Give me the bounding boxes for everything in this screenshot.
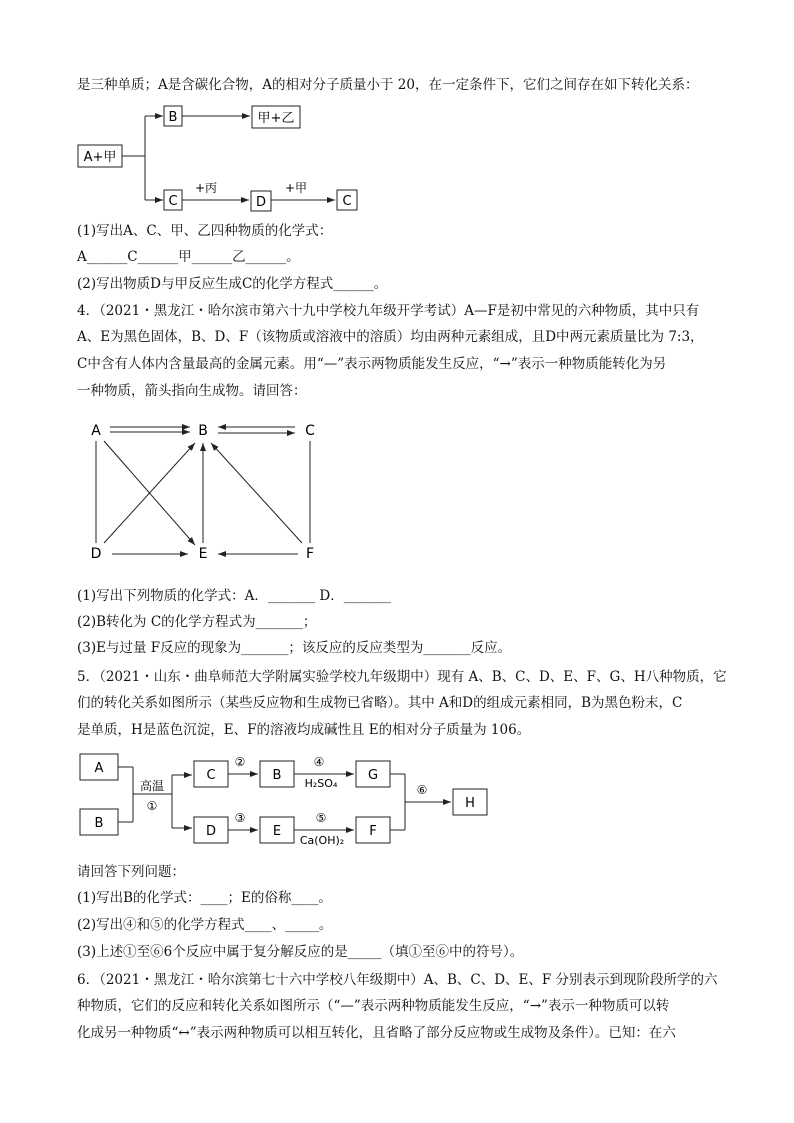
box-d-label: D <box>255 195 267 210</box>
cond-high-temp: 高温 <box>139 779 165 793</box>
box-d-label: D <box>205 824 217 839</box>
text-line: (1)写出A、C、甲、乙四种物质的化学式： <box>77 223 333 239</box>
box-b-label: B <box>168 110 178 125</box>
text-line: (2)B转化为 C的化学方程式为_______； <box>77 614 317 630</box>
node-d: D <box>90 546 102 562</box>
reagent-h2so4: H₂SO₄ <box>304 777 338 790</box>
text-line: A、E为黑色固体，B、D、F（该物质或溶液中的溶质）均由两种元素组成，且D中两元素质量比为 7:3， <box>77 329 704 345</box>
reaction-6: ⑥ <box>416 783 428 797</box>
box-g-label: G <box>367 768 379 783</box>
text-line: (3)E与过量 F反应的现象为_______；该反应的反应类型为_______反应。 <box>77 640 512 656</box>
text-line: 种物质，它们的反应和转化关系如图所示（“—”表示两种物质能发生反应，“→”表示一种物质可以转 <box>77 998 670 1014</box>
node-f: F <box>305 546 315 562</box>
label-plus-jia: +甲 <box>285 181 308 195</box>
reaction-4: ④ <box>313 755 325 769</box>
text-line: (3)上述①至⑥6个反应中属于复分解反应的是_____（填①至⑥中的符号）。 <box>77 944 524 960</box>
box-h-label: H <box>465 796 475 811</box>
node-e: E <box>198 546 208 562</box>
text-line: (1)写出B的化学式：____；E的俗称____。 <box>77 890 332 906</box>
node-b: B <box>198 423 208 439</box>
text-line: C中含有人体内含量最高的金属元素。用“—”表示两物质能发生反应，“→”表示一种物质能转化为另 <box>77 356 667 372</box>
box-c-label: C <box>206 768 216 783</box>
question-6-title: 6．（2021・黑龙江・哈尔滨第七十六中学校八年级期中）A、B、C、D、E、F 分别表示到现阶段所学的六 <box>77 972 718 988</box>
reaction-2: ② <box>234 755 246 769</box>
question-4-title: 4．（2021・黑龙江・哈尔滨市第六十九中学校九年级开学考试）A—F是初中常见的六种物质，其中只有 <box>77 303 700 319</box>
text-line: (2)写出物质D与甲反应生成C的化学方程式______。 <box>77 276 388 292</box>
text-line: (2)写出④和⑤的化学方程式____、_____。 <box>77 917 333 933</box>
text-line: 是单质，H是蓝色沉淀，E、F的溶液均成碱性且 E的相对分子质量为 106。 <box>77 722 531 738</box>
text-line: 请回答下列问题： <box>77 864 185 880</box>
reaction-5: ⑤ <box>315 811 327 825</box>
box-b-label: B <box>272 768 282 783</box>
text-line: 是三种单质；A是含碳化合物，A的相对分子质量小于 20，在一定条件下，它们之间存在如下转化关系： <box>77 77 699 93</box>
reaction-3: ③ <box>234 811 246 825</box>
reagent-caoh2: Ca(OH)₂ <box>299 834 345 847</box>
conversion-diagram-1 <box>75 100 375 220</box>
text-line: 化成另一种物质“↔”表示两种物质可以相互转化，且省略了部分反应物或生成物及条件）。已知：在六 <box>77 1025 676 1041</box>
text-line: A______C______甲______乙______。 <box>77 249 300 265</box>
box-c1-label: C <box>168 194 178 209</box>
box-a-label: A <box>94 761 104 776</box>
box-b-input-label: B <box>94 816 104 831</box>
label-plus-bing: +丙 <box>195 181 218 195</box>
box-jia-yi-label: 甲+乙 <box>257 111 295 126</box>
flow-diagram-3 <box>77 748 527 853</box>
question-5-title: 5．（2021・山东・曲阜师范大学附属实验学校九年级期中）现有 A、B、C、D、E、F、G、H八种物质，它 <box>77 669 727 685</box>
node-c: C <box>305 423 315 439</box>
box-a-jia-label: A+甲 <box>83 150 117 165</box>
text-line: (1)写出下列物质的化学式：A．_______ D．_______ <box>77 588 391 604</box>
box-f-label: F <box>369 824 377 839</box>
box-c2-label: C <box>342 194 352 209</box>
text-line: 们的转化关系如图所示（某些反应物和生成物已省略）。其中 A和D的组成元素相同，B为黑色粉末，C <box>77 695 683 711</box>
box-e-label: E <box>272 824 282 839</box>
relation-diagram-2 <box>80 415 340 575</box>
node-a: A <box>91 423 101 439</box>
text-line: 一种物质，箭头指向生成物。请回答： <box>77 383 307 399</box>
reaction-1: ① <box>146 799 158 813</box>
